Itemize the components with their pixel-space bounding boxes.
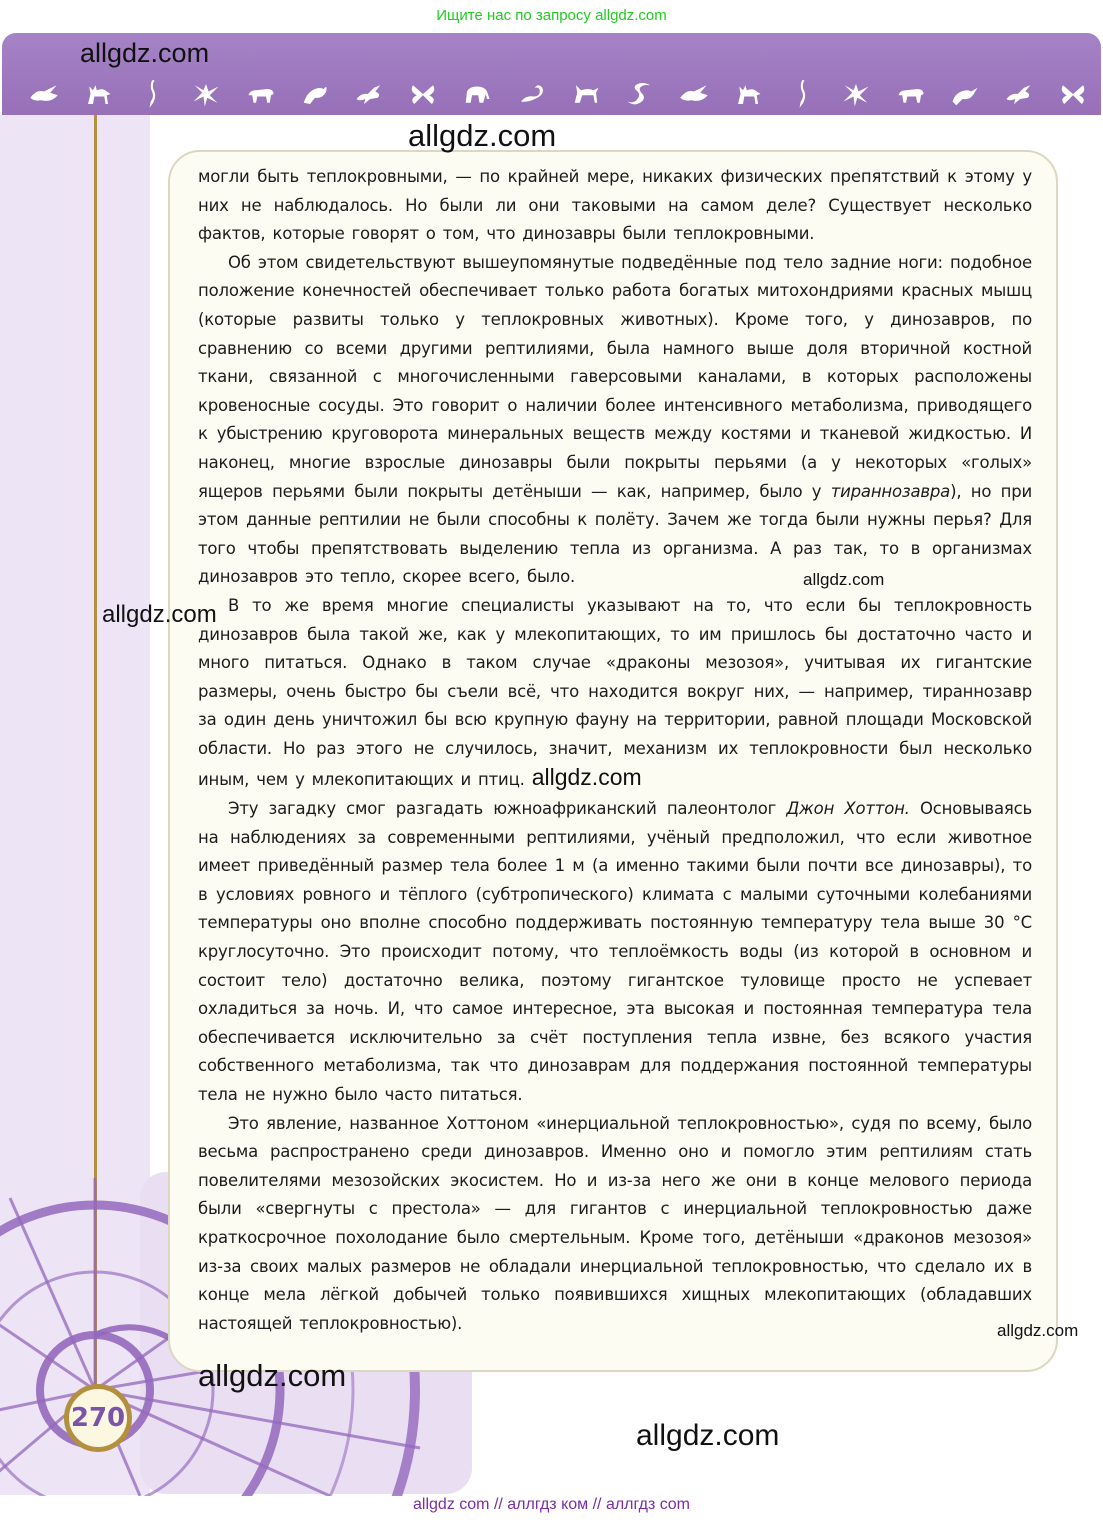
moth-icon bbox=[188, 79, 224, 109]
paragraph: Об этом свидетельствуют вышеупомянутые подведённые под тело задние ноги: подобное положение конечностей обеспечивает только работа богатых митохондриями красных мышц (которые развиты только у теплокровных животных). Кроме того, у динозавров, по сравнению со всеми другими рептилиями, была намного выше доля вторичной костной ткани, связанной с многочисленными гаверсовыми каналами, в которых расположены кровеносные сосуды. Это говорит о наличии более интенсивного метаболизма, приводящего к убыстрению круговорота минеральных веществ между костями и тканевой жидкостью. И наконец, многие взрослые динозавры были покрыты перьями (а у некоторых «голых» ящеров перьями были покрыты детёныши — как, например, было у тираннозавра), но при этом данные рептилии не были способны к полёту. Зачем же тогда были нужны перья? Для того чтобы препятствовать выделению тепла из организма. А раз так, то в организмах динозавров это тепло, скорее всего, было. bbox=[198, 252, 1032, 587]
watermark: allgdz.com bbox=[636, 1419, 780, 1452]
bird-icon bbox=[26, 79, 62, 109]
bird-icon bbox=[676, 79, 712, 109]
watermark: allgdz.com bbox=[198, 1358, 347, 1393]
monkey-icon bbox=[297, 79, 333, 109]
moose-icon bbox=[730, 79, 766, 109]
watermark: allgdz.com bbox=[408, 118, 557, 153]
fox-icon bbox=[947, 79, 983, 109]
moose-icon bbox=[80, 79, 116, 109]
boar-icon bbox=[243, 79, 279, 109]
hare-icon bbox=[1001, 79, 1037, 109]
paragraph: Эту загадку смог разгадать южноафриканский палеонтолог Джон Хоттон. Основываясь на наблюдениях за современными рептилиями, учёный предположил, что если животное имеет приведённый размер тела более 1 м (а именно такими были почти все динозавры), то в условиях ровного и тёплого (субтропического) климата с малыми суточными колебаниями температуры оно вполне способно поддерживать постоянную температуру тела выше 30 °C круглосуточно. Это происходит потому, что теплоёмкость воды (из которой в основном и состоит тело) достаточно велика, поэтому гигантское туловище просто не успевает охладиться за ночь. И, что самое интересное, эта высокая и постоянная температура тела обеспечивается исключительно за счёт поступления тепла извне, без всякого участия собственного метаболизма, так что динозаврам для поддержания постоянной температуры тела не нужно было часто питаться. bbox=[198, 799, 1032, 1104]
top-search-notice: Ищите нас по запросу allgdz.com bbox=[436, 7, 667, 24]
snake-icon bbox=[622, 79, 658, 109]
paragraph: Это явление, названное Хоттоном «инерциальной теплокровностью», судя по всему, было весьма распространено среди динозавров. Именно оно и помогло этим рептилиям стать повелителями мезозойских экосистем. Но и из-за него же они в конце мелового периода были «свергнуты с престола» — для гигантов с инерциальной теплокровностью даже краткосрочное похолодание было смертельным. Кроме того, детёныши «драконов мезозоя» из-за своих малых размеров не обладали инерциальной теплокровностью, что сделало их в конце мела лёгкой добычей только появившихся хищных млекопитающих (обладавших настоящей теплокровностью). bbox=[198, 1113, 1032, 1333]
elephant-icon bbox=[459, 79, 495, 109]
paragraph: В то же время многие специалисты указывают на то, что если бы теплокровность динозавров была такой же, как у млекопитающих, то им пришлось бы достаточно часто и много питаться. Однако в таком случае «драконы мезозоя», учитывая их гигантские размеры, очень быстро бы съели всё, что находится вокруг них, — например, тираннозавр за один день уничтожил бы всю крупную фауну на территории, равной площади Московской области. Но раз этого не случилось, значит, механизм их теплокровности был несколько иным, чем у млекопитающих и птиц. allgdz.com bbox=[198, 595, 1032, 791]
header-band bbox=[2, 33, 1101, 115]
butterfly-icon bbox=[1055, 79, 1091, 109]
scorpion-icon bbox=[513, 79, 549, 109]
hare-icon bbox=[351, 79, 387, 109]
butterfly-icon bbox=[405, 79, 441, 109]
text-panel bbox=[168, 150, 1058, 1372]
page-number-badge: 270 bbox=[64, 1384, 132, 1452]
animal-silhouette-row bbox=[26, 75, 1091, 109]
article-text bbox=[198, 163, 1032, 1338]
paragraph: могли быть теплокровными, — по крайней мере, никаких физических препятствий к этому у них не наблюдалось. Но были ли они таковыми на самом деле? Существует несколько фактов, которые говорят о том, что динозавры были теплокровными. bbox=[198, 167, 1032, 244]
lizard-icon bbox=[784, 79, 820, 109]
lizard-icon bbox=[134, 79, 170, 109]
watermark: allgdz.com bbox=[997, 1321, 1079, 1340]
watermark: allgdz.com bbox=[803, 570, 885, 589]
boar-icon bbox=[893, 79, 929, 109]
inline-watermark: allgdz.com bbox=[531, 764, 642, 791]
horse-icon bbox=[568, 79, 604, 109]
header-watermark: allgdz.com bbox=[80, 38, 210, 68]
footer-sites: allgdz com // аллгдз ком // аллгдз com bbox=[413, 1496, 690, 1513]
moth-icon bbox=[838, 79, 874, 109]
watermark: allgdz.com bbox=[102, 601, 217, 628]
